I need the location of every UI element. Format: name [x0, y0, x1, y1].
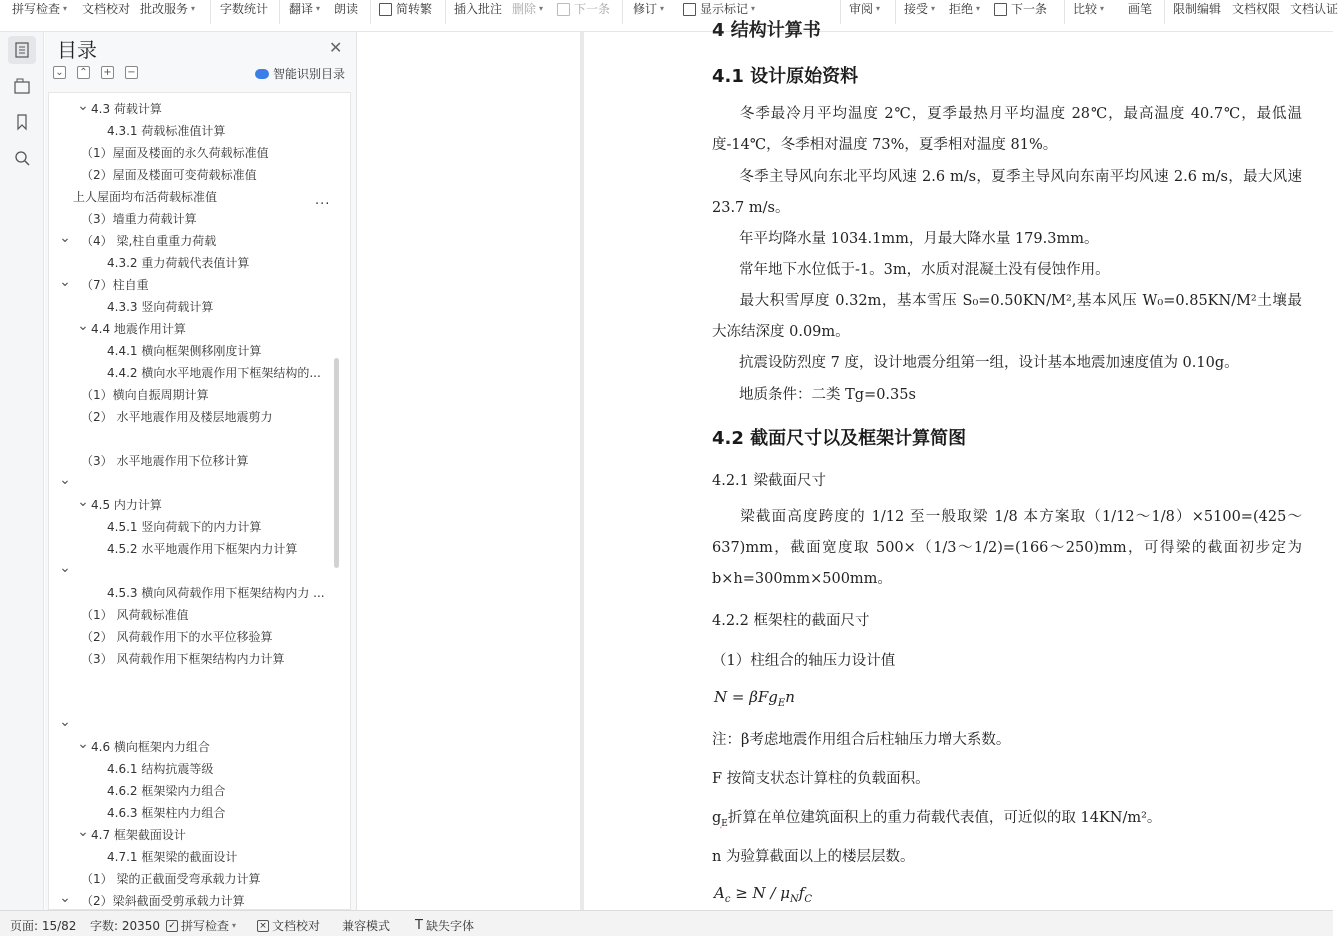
- chevron-down-icon: ▾: [976, 4, 981, 13]
- toc-item-label: 4.7.1 框架梁的截面设计: [107, 850, 238, 864]
- toolbar-divider: [1064, 0, 1065, 24]
- expand-up-icon[interactable]: ⌃: [77, 66, 90, 79]
- toc-item[interactable]: [49, 407, 334, 427]
- toolbar-label: 朗读: [334, 2, 359, 16]
- toolbar-button-2[interactable]: [140, 0, 195, 18]
- toolbar-button-17[interactable]: [1128, 0, 1152, 18]
- status-bar: [0, 910, 1333, 936]
- paragraph-beam-size: 梁截面高度跨度的 1/12 至一般取梁 1/8 本方案取（1/12～1/8）×5100=(425～637)mm，截面宽度取 500×（1/3～1/2)=(166～250)mm，可得梁的截面初步定为 b×h=300mm×500mm。: [712, 509, 1302, 587]
- toc-item-label: （2）梁斜截面受剪承载力计算: [81, 894, 245, 908]
- chapter-icon: [14, 78, 30, 94]
- toolbar-tool-icon: [994, 3, 1007, 16]
- toolbar-divider: [210, 0, 211, 24]
- page-gutter: [358, 32, 584, 910]
- toc-item-label: 4.6.2 框架梁内力组合: [107, 784, 226, 798]
- toolbar-divider: [622, 0, 623, 24]
- toc-item[interactable]: [49, 363, 334, 383]
- toc-item[interactable]: [49, 165, 334, 185]
- toc-item[interactable]: [49, 869, 334, 889]
- toc-title: 目录: [57, 38, 97, 62]
- toolbar-label: 比较: [1073, 2, 1098, 16]
- toolbar-tool-icon: [683, 3, 696, 16]
- toc-item-label: 4.5.3 横向风荷载作用下框架结构内力 ...: [107, 586, 325, 600]
- word-count[interactable]: 字数: 20350: [90, 919, 161, 933]
- chevron-down-icon: ▾: [660, 4, 665, 13]
- toc-item-label: 4.5.2 水平地震作用下框架内力计算: [107, 542, 298, 556]
- toolbar-button-19[interactable]: [1232, 0, 1280, 18]
- toc-item-label: 4.4 地震作用计算: [91, 322, 186, 336]
- chevron-down-icon: ▾: [191, 4, 196, 13]
- toc-item-label: （1）横向自振周期计算: [81, 388, 209, 402]
- toc-item[interactable]: [49, 649, 334, 669]
- chevron-down-icon: ▾: [1100, 4, 1105, 13]
- paragraph-groundwater: 常年地下水位低于-1。3m，水质对混凝土没有侵蚀作用。: [739, 262, 1110, 278]
- toolbar-label: 拒绝: [949, 2, 974, 16]
- note-beta: 注：β考虑地震作用组合后柱轴压力增大系数。: [712, 732, 1011, 748]
- toolbar-button-9[interactable]: [557, 0, 610, 18]
- toc-scrollbar[interactable]: [334, 358, 339, 568]
- chevron-down-icon: ▾: [232, 921, 237, 930]
- smart-toc-button[interactable]: [255, 65, 345, 82]
- toc-item[interactable]: [49, 121, 334, 141]
- toolbar-button-5[interactable]: [334, 0, 358, 18]
- toc-item[interactable]: [49, 209, 334, 229]
- chapter-nav-button[interactable]: [8, 72, 36, 100]
- chevron-down-icon: ▾: [931, 4, 936, 13]
- remove-heading-icon[interactable]: −: [125, 66, 138, 79]
- proofread-label: 文档校对: [272, 919, 321, 933]
- heading-4-2-1: 4.2.1 梁截面尺寸: [712, 473, 827, 489]
- toc-item-label: （3） 水平地震作用下位移计算: [81, 454, 249, 468]
- toolbar-button-8[interactable]: [512, 0, 543, 18]
- compat-mode: 兼容模式: [342, 919, 391, 933]
- toc-item[interactable]: [49, 341, 334, 361]
- review-toolbar: [0, 0, 1338, 32]
- toolbar-divider: [445, 0, 446, 24]
- toolbar-button-18[interactable]: [1173, 0, 1221, 18]
- toc-item[interactable]: [49, 627, 334, 647]
- toolbar-divider: [370, 0, 371, 24]
- toc-item[interactable]: [49, 605, 334, 625]
- toc-item-label: 4.3.3 竖向荷载计算: [107, 300, 214, 314]
- chevron-down-icon[interactable]: ⌄: [59, 714, 71, 730]
- toolbar-button-15[interactable]: [994, 0, 1047, 18]
- toolbar-button-3[interactable]: [220, 0, 268, 18]
- bookmark-button[interactable]: [8, 108, 36, 136]
- toolbar-button-20[interactable]: [1290, 0, 1338, 18]
- note-f: F 按简支状态计算柱的负载面积。: [712, 771, 930, 787]
- page-indicator[interactable]: 页面: 15/82: [10, 919, 77, 933]
- paragraph-rain: 年平均降水量 1034.1mm，月最大降水量 179.3mm。: [739, 231, 1099, 247]
- toolbar-label: 下一条: [1011, 2, 1048, 16]
- close-icon[interactable]: ✕: [329, 38, 343, 57]
- toc-item[interactable]: [49, 187, 334, 207]
- toc-item[interactable]: [49, 847, 334, 867]
- spell-check-toggle[interactable]: [166, 917, 236, 934]
- toc-item[interactable]: [49, 231, 334, 251]
- paragraph-geology: 地质条件：二类 Tg=0.35s: [739, 387, 916, 403]
- formula-axial: N = βFg$_E$n: [714, 688, 795, 709]
- toolbar-label: 画笔: [1128, 2, 1153, 16]
- proofread-button[interactable]: [257, 917, 320, 934]
- toc-item[interactable]: [49, 473, 334, 493]
- cloud-icon: [255, 69, 269, 79]
- toc-item[interactable]: [49, 781, 334, 801]
- chevron-down-icon: ▾: [751, 4, 756, 13]
- chevron-down-icon: ▾: [876, 4, 881, 13]
- toolbar-label: 删除: [512, 2, 537, 16]
- paragraph-wind: 冬季主导风向东北平均风速 2.6 m/s，夏季主导风向东南平均风速 2.6 m/s，最大风速 23.7 m/s。: [712, 169, 1302, 216]
- toc-item-label: （4） 梁,柱自重重力荷载: [81, 234, 217, 248]
- toc-item-label: 上人屋面均布活荷载标准值: [73, 190, 218, 204]
- toc-item-label: 4.4.1 横向框架侧移刚度计算: [107, 344, 262, 358]
- toc-item[interactable]: [49, 253, 334, 273]
- toolbar-tool-icon: [557, 3, 570, 16]
- chevron-down-icon[interactable]: ⌄: [59, 230, 71, 246]
- heading-4-1: 4.1 设计原始资料: [712, 66, 859, 87]
- toc-item[interactable]: [49, 517, 334, 537]
- search-button[interactable]: [8, 144, 36, 172]
- toc-item-label: （3） 风荷载作用下框架结构内力计算: [81, 652, 285, 666]
- formula-area: $A_c \ge N / \mu_Nf_C$: [714, 884, 812, 905]
- more-options-icon[interactable]: ...: [315, 193, 331, 208]
- paragraph-seismic: 抗震设防烈度 7 度，设计地震分组第一组，设计基本地震加速度值为 0.10g。: [739, 355, 1239, 371]
- toolbar-label: 插入批注: [454, 2, 503, 16]
- toolbar-button-10[interactable]: [633, 0, 664, 18]
- toc-item-label: 4.6.1 结构抗震等级: [107, 762, 214, 776]
- missing-font-button[interactable]: [415, 917, 474, 934]
- toolbar-button-4[interactable]: [289, 0, 320, 18]
- toc-item-label: 4.7 框架截面设计: [91, 828, 186, 842]
- toolbar-label: 字数统计: [220, 2, 269, 16]
- heading-4-2: 4.2 截面尺寸以及框架计算简图: [712, 428, 967, 449]
- smart-toc-label: 智能识别目录: [273, 67, 346, 81]
- toolbar-label: 文档权限: [1232, 2, 1281, 16]
- toc-item[interactable]: [49, 825, 334, 845]
- toolbar-label: 文档认证: [1290, 2, 1338, 16]
- toc-item[interactable]: [49, 385, 334, 405]
- toc-item-label: 4.6.3 框架柱内力组合: [107, 806, 226, 820]
- toolbar-label: 审阅: [849, 2, 874, 16]
- chevron-down-icon: ▾: [316, 4, 321, 13]
- toolbar-divider: [1164, 0, 1165, 24]
- toc-item[interactable]: [49, 451, 334, 471]
- toolbar-button-0[interactable]: [12, 0, 67, 18]
- document-page[interactable]: [584, 20, 1333, 910]
- chevron-down-icon[interactable]: ⌄: [77, 736, 89, 752]
- toolbar-button-6[interactable]: [379, 0, 432, 18]
- toc-item-label: 4.3 荷载计算: [91, 102, 162, 116]
- chevron-down-icon[interactable]: ⌄: [59, 890, 71, 906]
- chevron-down-icon[interactable]: ⌄: [77, 824, 89, 840]
- proofread-icon: ×: [257, 920, 269, 932]
- toolbar-button-7[interactable]: [454, 0, 502, 18]
- font-icon: T: [415, 918, 423, 933]
- toolbar-divider: [840, 0, 841, 24]
- toc-list: [48, 92, 351, 910]
- spell-check-label: 拼写检查: [181, 919, 230, 933]
- toolbar-label: 拼写检查: [12, 2, 61, 16]
- toc-item-label: （1）屋面及楼面的永久荷载标准值: [81, 146, 269, 160]
- toc-item[interactable]: [49, 319, 334, 339]
- toc-item-label: 4.3.2 重力荷载代表值计算: [107, 256, 250, 270]
- toolbar-label: 文档校对: [82, 2, 131, 16]
- toolbar-label: 限制编辑: [1173, 2, 1222, 16]
- navigation-strip: [0, 32, 44, 910]
- toc-item[interactable]: [49, 671, 334, 691]
- chevron-down-icon[interactable]: ⌄: [77, 318, 89, 334]
- toc-item-label: （2） 水平地震作用及楼层地震剪力: [81, 410, 273, 424]
- chevron-down-icon[interactable]: ⌄: [59, 274, 71, 290]
- toc-item[interactable]: [49, 715, 334, 735]
- chevron-down-icon[interactable]: ⌄: [59, 560, 71, 576]
- chevron-down-icon[interactable]: ⌄: [77, 494, 89, 510]
- missing-font-label: 缺失字体: [425, 919, 474, 933]
- toc-item-label: 4.5 内力计算: [91, 498, 162, 512]
- toc-item-label: （1） 风荷载标准值: [81, 608, 189, 622]
- document-outline-icon: [14, 42, 30, 58]
- toc-item[interactable]: [49, 495, 334, 515]
- toolbar-label: 批改服务: [140, 2, 189, 16]
- toolbar-button-13[interactable]: [904, 0, 935, 18]
- toolbar-button-14[interactable]: [949, 0, 980, 18]
- toc-item[interactable]: [49, 99, 334, 119]
- add-heading-icon[interactable]: +: [101, 66, 114, 79]
- search-icon: [14, 150, 30, 166]
- chevron-down-icon: ▾: [539, 4, 544, 13]
- heading-4-2-2: 4.2.2 框架柱的截面尺寸: [712, 613, 870, 629]
- toc-item-label: （1） 梁的正截面受弯承载力计算: [81, 872, 261, 886]
- toc-item[interactable]: [49, 583, 334, 603]
- toc-item[interactable]: [49, 429, 334, 449]
- toc-panel-button[interactable]: [8, 36, 36, 64]
- toc-item-label: 4.4.2 横向水平地震作用下框架结构的...: [107, 366, 321, 380]
- chevron-down-icon[interactable]: ⌄: [59, 472, 71, 488]
- toolbar-divider: [279, 0, 280, 24]
- toolbar-button-12[interactable]: [849, 0, 880, 18]
- toolbar-label: 简转繁: [396, 2, 433, 16]
- toolbar-label: 下一条: [574, 2, 611, 16]
- toolbar-button-1[interactable]: [82, 0, 130, 18]
- toc-panel: [45, 32, 357, 910]
- toolbar-divider: [895, 0, 896, 24]
- subheading-axial-force: （1）柱组合的轴压力设计值: [712, 653, 896, 669]
- toc-item-label: （3）墙重力荷载计算: [81, 212, 197, 226]
- toc-item-label: 4.3.1 荷载标准值计算: [107, 124, 226, 138]
- note-ge: $g_E$折算在单位建筑面积上的重力荷载代表值，可近似的取 14KN/m²。: [712, 810, 1162, 829]
- toc-item-label: 4.6 横向框架内力组合: [91, 740, 210, 754]
- toc-item[interactable]: [49, 803, 334, 823]
- toc-item[interactable]: [49, 275, 334, 295]
- toolbar-label: 修订: [633, 2, 658, 16]
- bookmark-icon: [14, 114, 30, 130]
- toc-item[interactable]: [49, 539, 334, 559]
- toc-item[interactable]: [49, 561, 334, 581]
- toolbar-tool-icon: [379, 3, 392, 16]
- chapter-heading: 4 结构计算书: [712, 20, 821, 41]
- collapse-all-icon[interactable]: ⌄: [53, 66, 66, 79]
- toc-item-label: （2）屋面及楼面可变荷载标准值: [81, 168, 257, 182]
- toolbar-label: 显示标记: [700, 2, 749, 16]
- toolbar-label: 翻译: [289, 2, 314, 16]
- toc-item[interactable]: [49, 297, 334, 317]
- checkbox-icon: ✓: [166, 920, 178, 932]
- toc-item[interactable]: [49, 693, 334, 713]
- toc-item[interactable]: [49, 891, 334, 911]
- toc-item-label: （7）柱自重: [81, 278, 149, 292]
- note-n: n 为验算截面以上的楼层层数。: [712, 849, 915, 865]
- paragraph-temperature: 冬季最冷月平均温度 2℃，夏季最热月平均温度 28℃，最高温度 40.7℃，最低温度-14℃，冬季相对温度 73%，夏季相对温度 81%。: [712, 106, 1302, 153]
- toc-item-label: （2） 风荷载作用下的水平位移验算: [81, 630, 273, 644]
- toc-item[interactable]: [49, 759, 334, 779]
- toolbar-button-16[interactable]: [1073, 0, 1104, 18]
- toc-item[interactable]: [49, 143, 334, 163]
- chevron-down-icon: ▾: [63, 4, 68, 13]
- toc-item[interactable]: [49, 737, 334, 757]
- toc-item-label: 4.5.1 竖向荷载下的内力计算: [107, 520, 262, 534]
- paragraph-snow: 最大积雪厚度 0.32m，基本雪压 S₀=0.50KN/M²,基本风压 W₀=0.85KN/M²土壤最大冻结深度 0.09m。: [712, 293, 1302, 340]
- toolbar-label: 接受: [904, 2, 929, 16]
- chevron-down-icon[interactable]: ⌄: [77, 98, 89, 114]
